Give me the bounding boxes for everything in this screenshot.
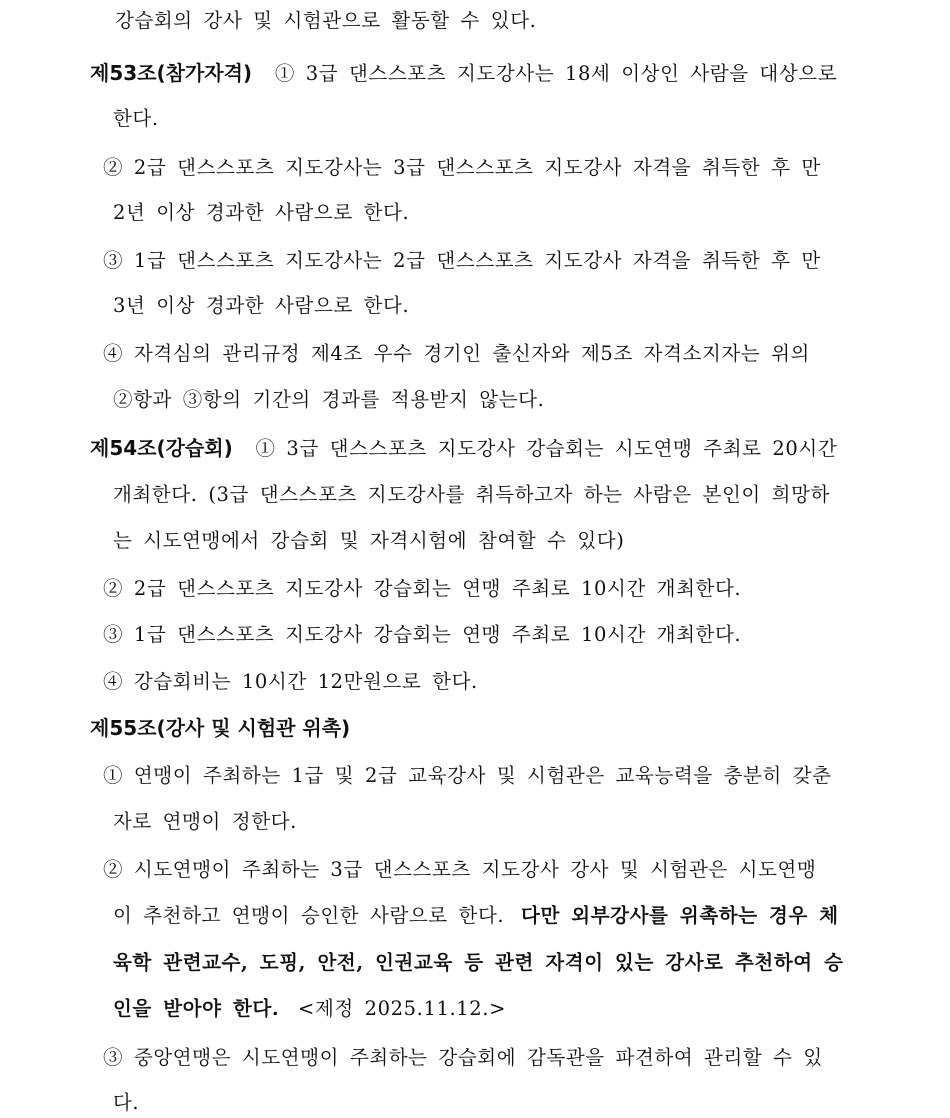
intro-tail-text: 강습회의 강사 및 시험관으로 활동할 수 있다. [115,9,537,32]
article-53-p1-line1: ① 3급 댄스스포츠 지도강사는 18세 이상인 사람을 대상으로 [274,62,838,85]
article-55-p2-line4-bold: 인을 받아야 한다. [113,997,280,1020]
article-54-p1-line1: ① 3급 댄스스포츠 지도강사 강습회는 시도연맹 주최로 20시간 [255,437,838,460]
article-53-p1-line2: 한다. [113,107,159,130]
article-55-p2-line2-bold: 다만 외부강사를 위촉하는 경우 체 [521,904,839,927]
article-53-p2-line1: ② 2급 댄스스포츠 지도강사는 3급 댄스스포츠 지도강사 자격을 취득한 후 만 [103,156,821,179]
article-54-row [90,433,837,464]
article-55-p1-line2: 자로 연맹이 정한다. [113,810,297,833]
article-55-p1-line1: ① 연맹이 주최하는 1급 및 2급 교육강사 및 시험관은 교육능력을 충분히 갖춘 [103,764,832,787]
article-54-p1-line2: 개최한다. (3급 댄스스포츠 지도강사를 취득하고자 하는 사람은 본인이 희망하 [113,483,830,506]
article-55-p3-line1: ③ 중앙연맹은 시도연맹이 주최하는 강습회에 감독관을 파견하여 관리할 수 있 [103,1046,823,1069]
article-55-p2-line4 [113,994,506,1024]
article-53-row [90,58,837,89]
article-55-p2-line3: 육학 관련교수, 도핑, 안전, 인권교육 등 관련 자격이 있는 강사로 추천하여 승 [113,951,844,974]
article-54-title: 제54조(강습회) [90,436,233,460]
article-54-p1-line3: 는 시도연맹에서 강습회 및 자격시험에 참여할 수 있다) [113,529,625,552]
article-53-p4-line2: ②항과 ③항의 기간의 경과를 적용받지 않는다. [113,388,545,411]
article-55-p3-line2: 다. [113,1091,140,1114]
article-54-p2: ② 2급 댄스스포츠 지도강사 강습회는 연맹 주최로 10시간 개최한다. [103,577,742,600]
article-53-title: 제53조(참가자격) [90,61,253,85]
article-53-p2-line2: 2년 이상 경과한 사람으로 한다. [113,201,410,224]
article-53-p3-line2: 3년 이상 경과한 사람으로 한다. [113,294,410,317]
article-55-row [90,713,350,744]
article-55-p2-line2-plain: 이 추천하고 연맹이 승인한 사람으로 한다. [113,904,505,927]
article-55-p2-line1: ② 시도연맹이 주최하는 3급 댄스스포츠 지도강사 강사 및 시험관은 시도연맹 [103,858,817,881]
article-55-p2-line2 [113,901,839,931]
article-55-title: 제55조(강사 및 시험관 위촉) [90,716,351,740]
article-54-p3: ③ 1급 댄스스포츠 지도강사 강습회는 연맹 주최로 10시간 개최한다. [103,623,742,646]
amendment-note: <제정 2025.11.12.> [298,997,507,1020]
article-53-p4-line1: ④ 자격심의 관리규정 제4조 우수 경기인 출신자와 제5조 자격소지자는 위의 [103,342,810,365]
article-53-p3-line1: ③ 1급 댄스스포츠 지도강사는 2급 댄스스포츠 지도강사 자격을 취득한 후 만 [103,249,821,272]
article-54-p4: ④ 강습회비는 10시간 12만원으로 한다. [103,670,478,693]
